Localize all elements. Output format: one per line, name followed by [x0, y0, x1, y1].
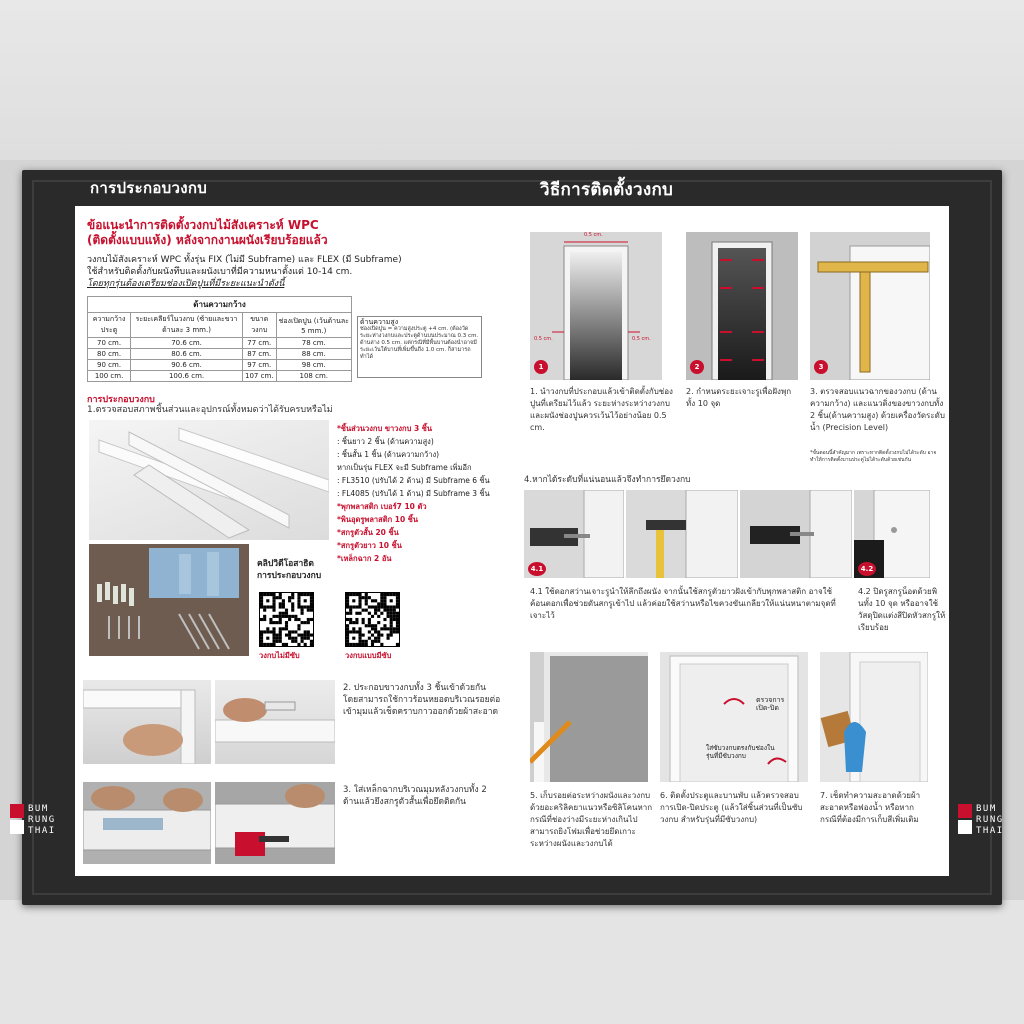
- table-cell: 100 cm.: [88, 371, 131, 382]
- glue-photo-2: [215, 680, 335, 764]
- bracket-photo-2: [215, 782, 335, 864]
- table-cell: 80.6 cm.: [131, 349, 243, 360]
- table-cell: 97 cm.: [243, 360, 277, 371]
- install-step-4-1: 4.1 ใช้ดอกสว่านเจาะรูนำให้ลึกถึงผนัง จากนั้นใช้สกรูตัวยาวฝังเข้ากับพุกพลาสติก อาจใช้ค้อนตอกเพื่อช่วยดันสกรูเข้าไป แล้วค่อยใช้สว่านหรือไขควงขันเกลียวให้แน่นหนาตามจุดที่เจาะไว้: [530, 587, 836, 620]
- clip-label: คลิปวิดีโอสาธิต การประกอบวงกบ: [257, 559, 322, 581]
- table-cell: 78 cm.: [276, 338, 351, 349]
- install-step-6: 6. ติดตั้งประตูและบานพับ แล้วตรวจสอบการเปิด-ปิดประตู (แล้วใส่ชิ้นส่วนที่เป็นซับวงกบ สำหรับรุ่นที่มีซับวงกบ): [660, 791, 803, 824]
- parts-list-item: *พุกพลาสติก เบอร์7 10 ตัว: [337, 502, 427, 511]
- qr-code-no-subframe[interactable]: [259, 592, 314, 647]
- glue-photo-1: [83, 680, 211, 764]
- assembly-step-1: 1.ตรวจสอบสภาพชิ้นส่วนและอุปกรณ์ทั้งหมดว่าได้รับครบหรือไม่: [87, 405, 333, 415]
- width-spec-table: ด้านความกว้าง ความกว้างประตู ระยะเคลียร์ในวงกบ (ซ้ายและขวา ด้านละ 3 mm.) ขนาดวงกบ ช่องเปิดปูน (เว้นด้านละ 5 mm.) 70 cm. 70.6 cm. 77 cm. 78 cm. 80 cm. 80.6 cm. 87 cm. 88 cm. 90 cm. 90.6 cm. 97 cm. 98 cm. 100 cm. 100.6 cm. 107 cm. 108 cm.: [87, 296, 352, 382]
- install-step-3: 3. ตรวจสอบแนวฉากของวงกบ (ด้านความกว้าง) และแนวดิ่งของขาวงกบทั้ง 2 ชิ้น(ด้านความสูง) ด้วยเครื่องวัดระดับน้ำ (Precision Level): [810, 387, 945, 432]
- install-step-4: 4.หากได้ระดับที่แน่นอนแล้วจึงทำการยึดวงกบ: [524, 475, 691, 485]
- install-step-2: 2. กำหนดระยะเจาะรูเพื่อฝังพุก ทั้ง 10 จุด: [686, 387, 792, 408]
- table-row: [88, 338, 352, 349]
- brand-logo-right: BUM RUNG THAI: [958, 804, 1018, 852]
- table-row: [88, 360, 352, 371]
- install-step-5: 5. เก็บรอยต่อระหว่างผนังและวงกบด้วยอะคริลิคยาแนวหรือซิลิโคนหากกรณีที่ช่องว่างมีระยะห่างเกินไปสามารถยิงโฟมเพื่อช่วยยึดเกาะระหว่างผนังและวงกบได้: [530, 791, 653, 848]
- table-cell: 80 cm.: [88, 349, 131, 360]
- background-wall: [0, 0, 1024, 160]
- parts-list-item: : ชิ้นยาว 2 ชิ้น (ด้านความสูง): [337, 437, 434, 446]
- table-cell: 70.6 cm.: [131, 338, 243, 349]
- install-photo-2: [686, 232, 798, 380]
- table-header-cell: ขนาดวงกบ: [243, 313, 277, 338]
- brand-logo-left: BUM RUNG THAI: [10, 804, 70, 852]
- installation-column: [520, 206, 949, 876]
- step-badge-4-2: 4.2: [858, 562, 876, 576]
- parts-list-item: : ชิ้นสั้น 1 ชิ้น (ด้านความกว้าง): [337, 450, 440, 459]
- left-section-title: การประกอบวงกบ: [90, 179, 208, 197]
- table-cell: 88 cm.: [276, 349, 351, 360]
- hardware-photo: [89, 544, 249, 656]
- table-cell: 107 cm.: [243, 371, 277, 382]
- table-cell: 108 cm.: [276, 371, 351, 382]
- qr-label-with-subframe: วงกบแบบมีซับ: [345, 651, 392, 660]
- sealant-photo: [530, 652, 648, 782]
- parts-list-item: หากเป็นรุ่น FLEX จะมี Subframe เพิ่มอีก: [337, 463, 472, 472]
- intro-title: ข้อแนะนำการติดตั้งวงกบไม้สังเคราะห์ WPC (ติดตั้งแบบแห้ง) หลังจากงานผนังเรียบร้อยแล้ว: [87, 218, 328, 247]
- parts-list-item: *เหล็กฉาก 2 อัน: [337, 554, 392, 563]
- table-cell: 98 cm.: [276, 360, 351, 371]
- frame-parts-photo: [89, 420, 329, 540]
- table-cell: 77 cm.: [243, 338, 277, 349]
- install-step-7: 7. เช็ดทำความสะอาดด้วยผ้าสะอาดหรือฟองน้ำ หรือหากกรณีที่ต้องมีการเก็บสีเพิ่มเติม: [820, 791, 921, 824]
- assembly-step-3: 3. ใส่เหล็กฉากบริเวณมุมหลังวงกบทั้ง 2 ด้านแล้วยึงสกรูตัวสั้นเพื่อยึดติดกัน: [343, 785, 487, 807]
- table-cell: 90.6 cm.: [131, 360, 243, 371]
- parts-list: [337, 422, 512, 565]
- step-badge-2: 2: [690, 360, 704, 374]
- intro-paragraph: วงกบไม้สังเคราะห์ WPC ทั้งรุ่น FIX (ไม่มี Subframe) และ FLEX (มี Subframe) ใช้สำหรับติดตั้งกับผนังทึบและผนังเบาที่มีความหนาตั้งแต่ 10-14 cm. โดยทุกรุ่นต้องเตรียมช่องเปิดปูนที่มีระยะแนะนำดังนี้: [87, 255, 402, 289]
- bracket-photo-1: [83, 782, 211, 864]
- parts-list-item: : FL4085 (ปรับได้ 1 ด้าน) มี Subframe 3 ชิ้น: [337, 489, 490, 498]
- step-badge-1: 1: [534, 360, 548, 374]
- install-step-3-note: *ขั้นตอนนี้สำคัญมาก เพราะหากติดตั้งวงกบไม่ได้ระดับ อาจทำให้การติดตั้งบานประตูไม่ได้ระดับด้วยเช่นกัน: [810, 450, 937, 463]
- parts-list-item: *สกรูตัวยาว 10 ชิ้น: [337, 541, 402, 550]
- parts-list-item: *สกรูตัวสั้น 20 ชิ้น: [337, 528, 399, 537]
- hammer-photo: [626, 490, 738, 578]
- parts-list-item: *ชิ้นส่วนวงกบ ขาวงกบ 3 ชิ้น: [337, 424, 433, 433]
- parts-list-item: : FL3510 (ปรับได้ 2 ด้าน) มี Subframe 6 ชิ้น: [337, 476, 490, 485]
- table-cell: 90 cm.: [88, 360, 131, 371]
- install-step-4-2: 4.2 ปิดรูสกรูน็อตด้วยพินทั้ง 10 จุด หรืออาจใช้วัสดุปิดแต่งสีปิดหัวสกรูให้เรียบร้อย: [858, 587, 946, 632]
- table-row: [88, 371, 352, 382]
- table-cell: 87 cm.: [243, 349, 277, 360]
- height-note: ด้านความสูง ช่องเปิดปูน = ความสูงประตู +4 cm. (ต้องวัดระยะห่างวงกบและประตูด้านบนประมาณ 0.3 cm. ด้านล่าง 0.5 cm. แต่กรณีที่มีพื้นบานต้องนำอาจมีระยะเว้นใต้บานที่เพิ่มขึ้นถึง 1.0 cm. ก็สามารถทำได้: [357, 316, 482, 378]
- right-section-title: วิธีการติดตั้งวงกบ: [540, 180, 674, 200]
- qr-label-no-subframe: วงกบไม่มีซับ: [259, 651, 300, 660]
- table-cell: 100.6 cm.: [131, 371, 243, 382]
- assembly-step-2: 2. ประกอบขาวงกบทั้ง 3 ชิ้นเข้าด้วยกัน โดยสามารถใช้กาวร้อนหยอดบริเวณรอยต่อเข้ามุมแล้วเช็ดคราบกาวออกด้วยผ้าสะอาด: [343, 683, 501, 717]
- install-step-1: 1. นำวงกบที่ประกอบแล้วเข้าติดตั้งกับช่องปูนที่เตรียมไว้แล้ว ระยะห่างระหว่างวงกบและผนังช่องปูนควรเว้นไว้อย่างน้อย 0.5 cm.: [530, 387, 673, 432]
- screwdriver-photo: [740, 490, 852, 578]
- table-header-cell: ระยะเคลียร์ในวงกบ (ซ้ายและขวา ด้านละ 3 mm.): [131, 313, 243, 338]
- door-hinge-photo: ตรวจการเปิด-ปิด ใส่ซับวงกบตรงกับช่องในรุ่นที่มีซับวงกบ: [660, 652, 808, 782]
- table-header-cell: ความกว้างประตู: [88, 313, 131, 338]
- step-badge-3: 3: [814, 360, 828, 374]
- install-photo-1: 0.5 cm. 0.5 cm. 0.5 cm.: [530, 232, 662, 380]
- parts-list-item: *พินอุดรูพลาสติก 10 ชิ้น: [337, 515, 419, 524]
- table-header-cell: ช่องเปิดปูน (เว้นด้านละ 5 mm.): [276, 313, 351, 338]
- table-row: [88, 349, 352, 360]
- background-floor: [0, 900, 1024, 1024]
- install-photo-3: [810, 232, 930, 380]
- step-badge-4-1: 4.1: [528, 562, 546, 576]
- table-cell: 70 cm.: [88, 338, 131, 349]
- assembly-column: [75, 206, 510, 876]
- instruction-sheet: [75, 206, 949, 876]
- assembly-heading: การประกอบวงกบ: [87, 395, 155, 405]
- cleaning-photo: [820, 652, 928, 782]
- qr-code-with-subframe[interactable]: [345, 592, 400, 647]
